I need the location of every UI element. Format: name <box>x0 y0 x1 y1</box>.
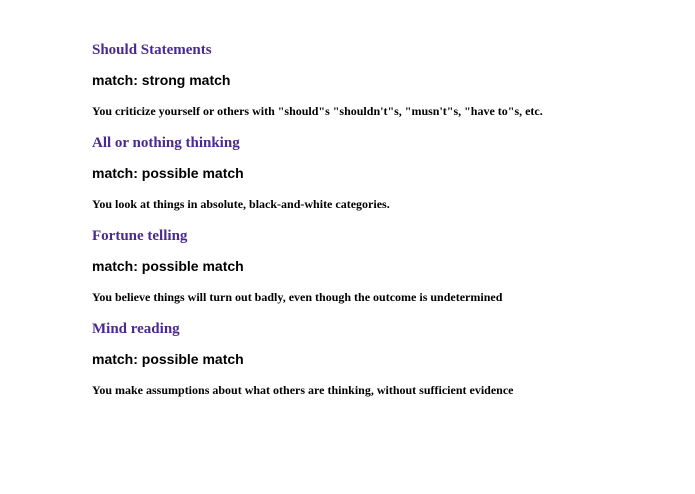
distortion-description: You believe things will turn out badly, even though the outcome is undetermined <box>92 290 503 304</box>
distortion-match <box>92 350 672 368</box>
distortion-item-all-or-nothing <box>92 134 672 212</box>
match-value: possible match <box>141 258 244 274</box>
distortion-match <box>92 257 672 275</box>
distortion-title: All or nothing thinking <box>92 135 240 151</box>
distortion-title: Should Statements <box>92 42 212 58</box>
match-value: possible match <box>141 351 244 367</box>
match-label: match: <box>92 258 138 274</box>
match-label: match: <box>92 351 138 367</box>
distortion-description: You make assumptions about what others are thinking, without sufficient evidence <box>92 383 514 397</box>
match-value: strong match <box>141 72 231 88</box>
distortion-match <box>92 71 672 89</box>
distortion-item-mind-reading <box>92 320 672 398</box>
distortion-description: You criticize yourself or others with "should"s "shouldn't"s, "musn't"s, "have to"s, etc. <box>92 104 543 118</box>
distortion-match <box>92 164 672 182</box>
distortion-item-should-statements <box>92 41 672 119</box>
distortion-item-fortune-telling <box>92 227 672 305</box>
distortion-title: Fortune telling <box>92 228 188 244</box>
match-label: match: <box>92 165 138 181</box>
match-value: possible match <box>141 165 244 181</box>
distortion-description: You look at things in absolute, black-and-white categories. <box>92 197 390 211</box>
match-label: match: <box>92 72 138 88</box>
distortion-title: Mind reading <box>92 321 180 337</box>
